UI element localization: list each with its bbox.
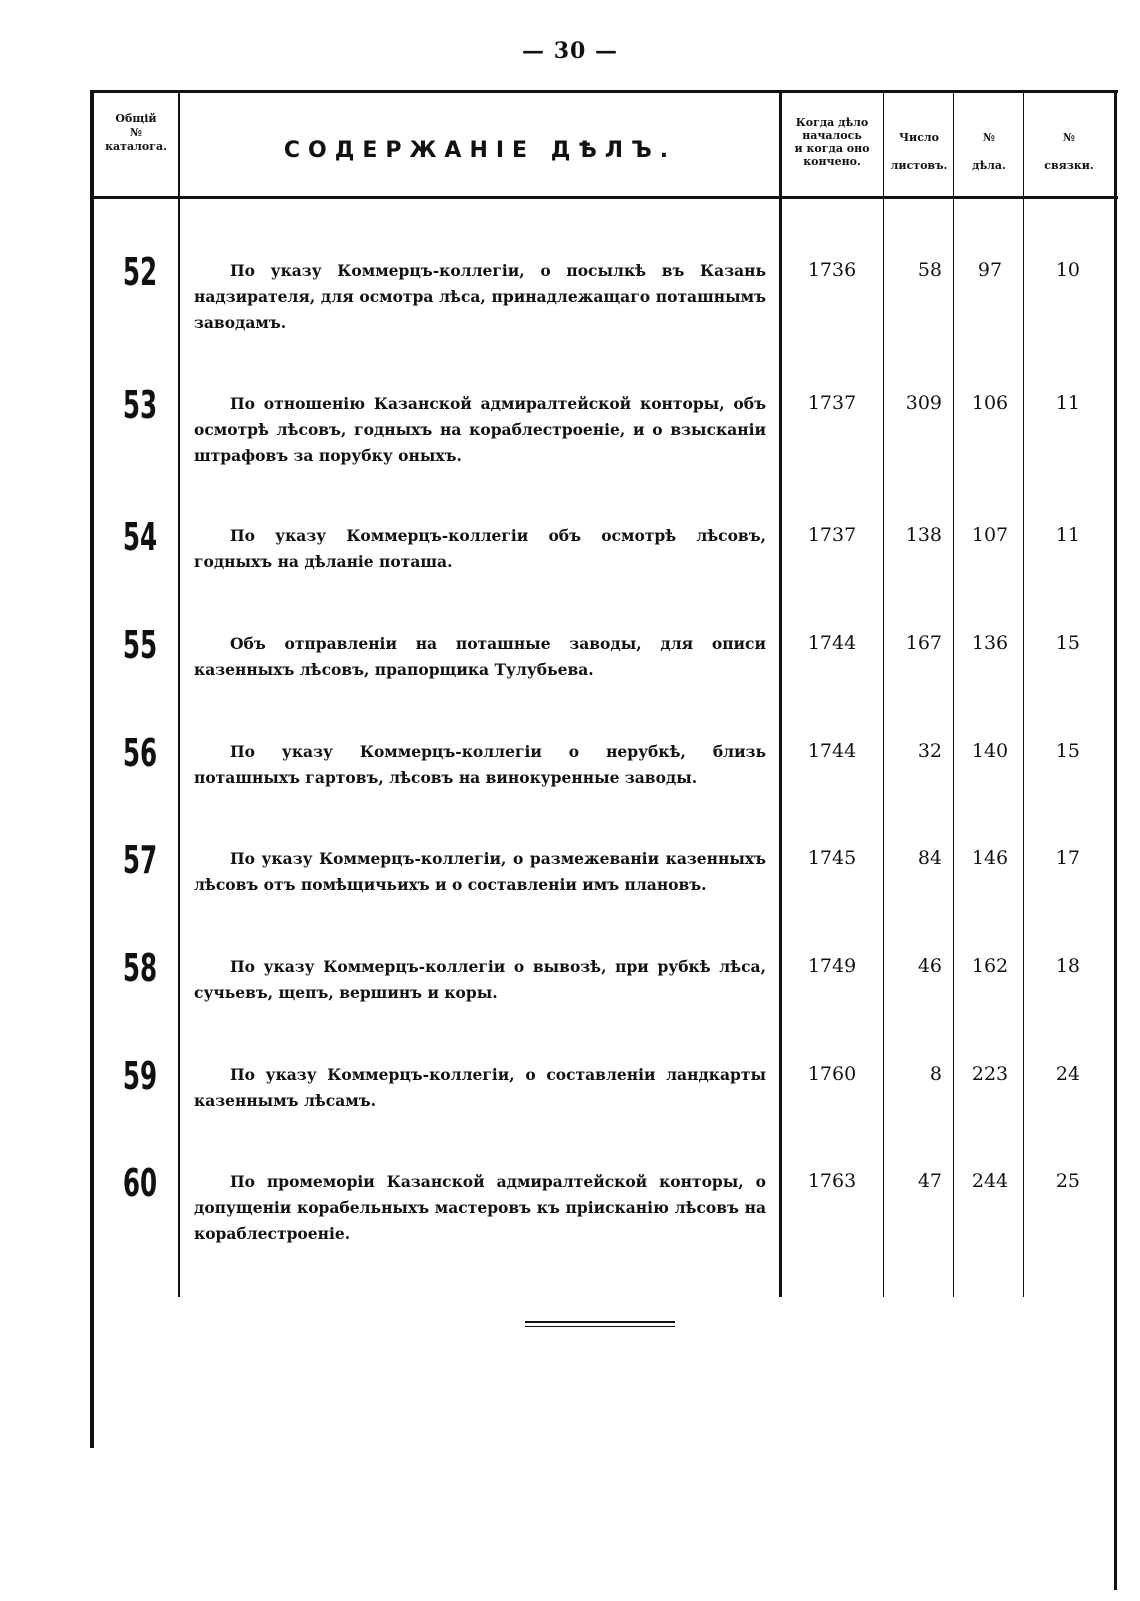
case-date: 1763 xyxy=(807,1170,857,1192)
case-number: 140 xyxy=(971,740,1009,762)
header-sheets xyxy=(884,124,954,180)
case-content-text: По отношенію Казанской адмиралтейской конторы, объ осмотрѣ лѣсовъ, годныхъ на кораблестроеніе, и о взысканіи штрафовъ за порубку оныхъ. xyxy=(194,394,766,465)
case-content xyxy=(194,954,766,1006)
header-case-line-1: № xyxy=(983,131,995,144)
header-rule xyxy=(92,196,1118,199)
case-date: 1737 xyxy=(807,524,857,546)
header-catalog-line-2: № xyxy=(130,126,142,139)
sheet-count: 58 xyxy=(917,259,942,281)
bundle-number: 11 xyxy=(1055,392,1080,414)
case-number: 223 xyxy=(971,1063,1009,1085)
sheet-count: 32 xyxy=(917,740,942,762)
catalog-number: 54 xyxy=(122,515,158,559)
case-content-text: По указу Коммерцъ-коллегіи, о размежеваніи казенныхъ лѣсовъ отъ помѣщичьихъ и о составленіи имъ плановъ. xyxy=(194,849,766,894)
bundle-number: 11 xyxy=(1055,524,1080,546)
case-content-text: Объ отправленіи на поташные заводы, для описи казенныхъ лѣсовъ, прапорщика Тулубьева. xyxy=(194,634,766,679)
header-dates-line-1: Когда дѣло xyxy=(795,116,869,129)
case-number: 106 xyxy=(971,392,1009,414)
left-border xyxy=(90,90,94,1448)
case-number: 136 xyxy=(971,632,1009,654)
sheet-count: 47 xyxy=(917,1170,942,1192)
case-content-text: По указу Коммерцъ-коллегіи о нерубкѣ, близь поташныхъ гартовъ, лѣсовъ на винокуренные заводы. xyxy=(194,742,766,787)
sheet-count: 8 xyxy=(929,1063,942,1085)
sheet-count: 46 xyxy=(917,955,942,977)
header-dates xyxy=(782,116,882,168)
bundle-number: 10 xyxy=(1055,259,1080,281)
case-content xyxy=(194,846,766,898)
catalog-number: 58 xyxy=(122,946,158,990)
catalog-number: 52 xyxy=(122,250,158,294)
sheet-count: 167 xyxy=(905,632,942,654)
top-rule xyxy=(92,90,1118,93)
page-number: — 30 — xyxy=(522,38,618,64)
case-date: 1744 xyxy=(807,740,857,762)
case-date: 1760 xyxy=(807,1063,857,1085)
header-bundle-line-2: связки. xyxy=(1044,159,1094,172)
header-sheets-line-2: листовъ. xyxy=(890,159,948,172)
case-date: 1737 xyxy=(807,392,857,414)
header-dates-line-3: и когда оно xyxy=(794,142,870,155)
case-date: 1744 xyxy=(807,632,857,654)
bundle-number: 18 xyxy=(1055,955,1080,977)
case-content-text: По указу Коммерцъ-коллегіи, о составленіи ландкарты казеннымъ лѣсамъ. xyxy=(194,1065,766,1110)
header-catalog-line-1: Общій xyxy=(115,112,157,125)
case-content xyxy=(194,1062,766,1114)
bundle-number: 24 xyxy=(1055,1063,1080,1085)
catalog-number: 59 xyxy=(122,1054,158,1098)
header-dates-line-4: кончено. xyxy=(803,155,861,168)
case-number: 97 xyxy=(977,259,1003,281)
case-number: 146 xyxy=(971,847,1009,869)
case-number: 244 xyxy=(971,1170,1009,1192)
catalog-number: 55 xyxy=(122,623,158,667)
bundle-number: 25 xyxy=(1055,1170,1080,1192)
case-content xyxy=(194,258,766,336)
header-bundle-no xyxy=(1024,124,1114,180)
bundle-number: 17 xyxy=(1055,847,1080,869)
header-case-line-2: дѣла. xyxy=(972,159,1006,172)
case-number: 162 xyxy=(971,955,1009,977)
catalog-number: 53 xyxy=(122,383,158,427)
case-content-text: По указу Коммерцъ-коллегіи о вывозѣ, при рубкѣ лѣса, сучьевъ, щепъ, вершинъ и коры. xyxy=(194,957,766,1002)
catalog-number: 57 xyxy=(122,838,158,882)
sheet-count: 309 xyxy=(905,392,942,414)
header-catalog-no xyxy=(94,112,178,154)
col-divider-4 xyxy=(953,92,954,1297)
case-date: 1749 xyxy=(807,955,857,977)
case-content xyxy=(194,739,766,791)
sheet-count: 84 xyxy=(917,847,942,869)
header-bundle-line-1: № xyxy=(1063,131,1075,144)
case-date: 1736 xyxy=(807,259,857,281)
case-content xyxy=(194,391,766,469)
case-number: 107 xyxy=(971,524,1009,546)
bundle-number: 15 xyxy=(1055,740,1080,762)
catalog-number: 60 xyxy=(122,1161,158,1205)
header-dates-line-2: началось xyxy=(802,129,862,142)
header-sheets-line-1: Число xyxy=(899,131,939,144)
case-content xyxy=(194,1169,766,1247)
col-divider-3 xyxy=(883,92,884,1297)
case-content-text: По указу Коммерцъ-коллегіи, о посылкѣ въ Казань надзирателя, для осмотра лѣса, принадлежащаго поташнымъ заводамъ. xyxy=(194,261,766,332)
col-divider-1 xyxy=(178,92,180,1297)
case-content-text: По промеморіи Казанской адмиралтейской конторы, о допущеніи корабельныхъ мастеровъ къ пріисканію лѣсовъ на кораблестроеніе. xyxy=(194,1172,766,1243)
case-content-text: По указу Коммерцъ-коллегіи объ осмотрѣ лѣсовъ, годныхъ на дѣланіе поташа. xyxy=(194,526,766,571)
bundle-number: 15 xyxy=(1055,632,1080,654)
header-catalog-line-3: каталога. xyxy=(105,140,167,153)
case-content xyxy=(194,523,766,575)
case-date: 1745 xyxy=(807,847,857,869)
sheet-count: 138 xyxy=(905,524,942,546)
right-border xyxy=(1114,90,1117,1590)
header-title: СОДЕРЖАНІЕ ДѢЛЪ. xyxy=(283,138,677,163)
header-case-no xyxy=(954,124,1024,180)
catalog-number: 56 xyxy=(122,731,158,775)
closing-rule-top xyxy=(525,1321,675,1323)
closing-rule-bottom xyxy=(525,1326,675,1327)
case-content xyxy=(194,631,766,683)
